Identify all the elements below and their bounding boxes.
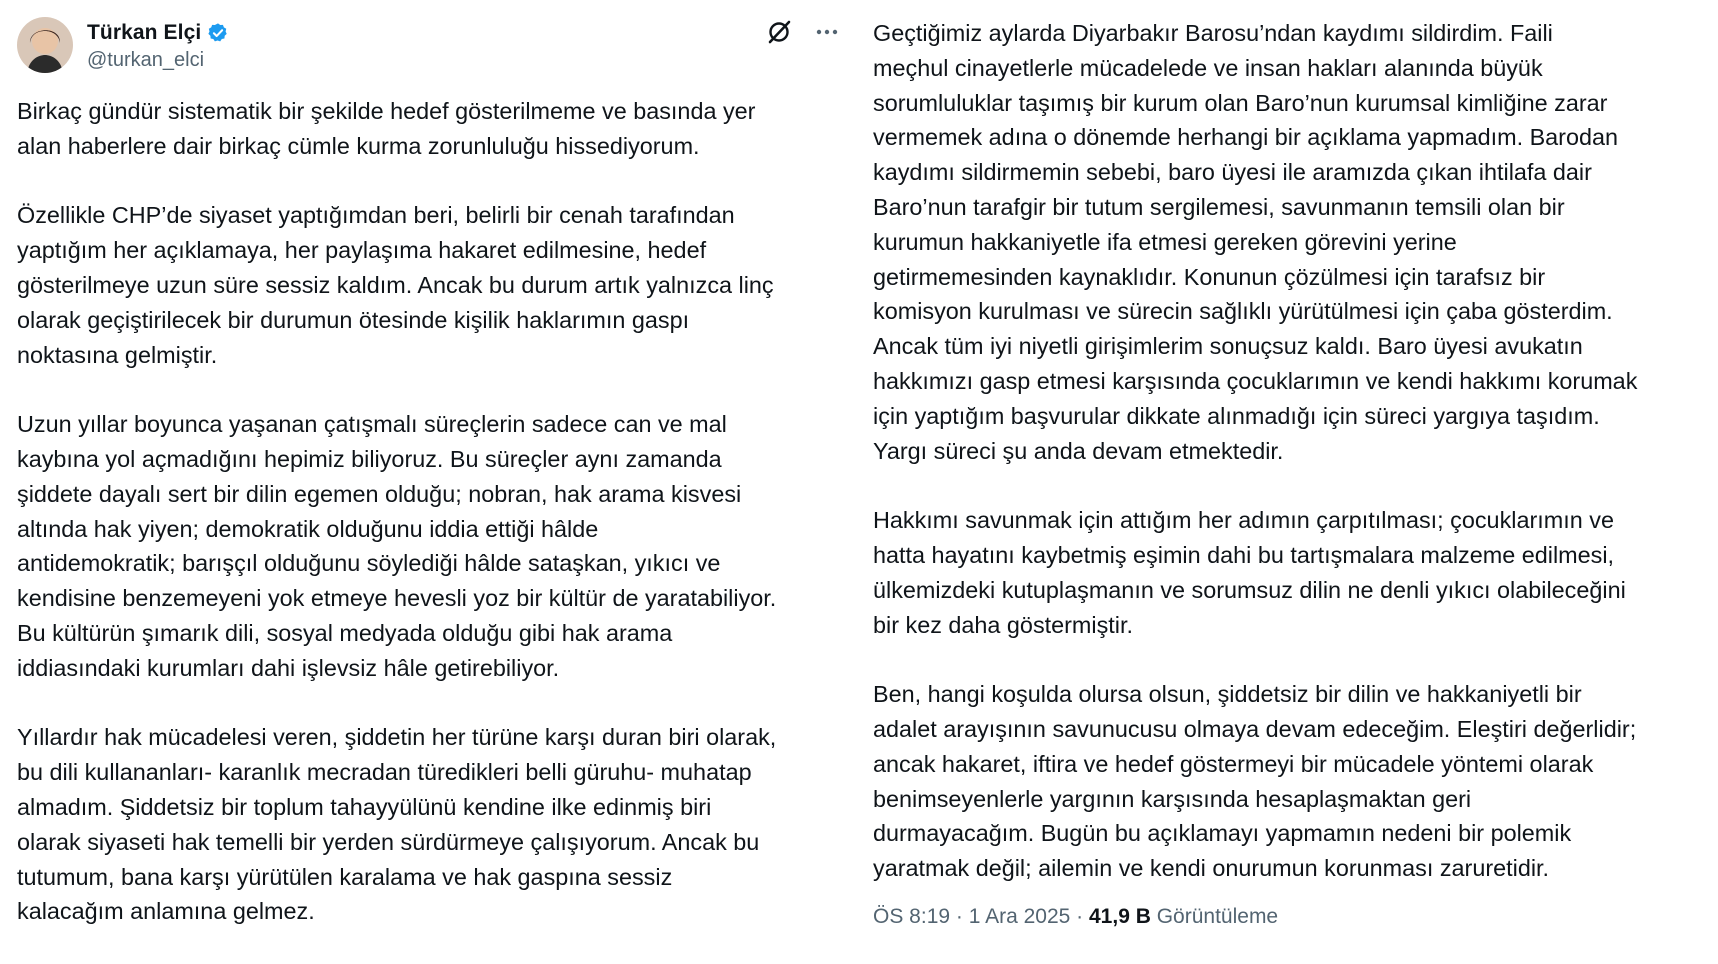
tweet-actions [764, 17, 842, 47]
paragraph: Yıllardır hak mücadelesi veren, şiddetin her türüne karşı duran biri olarak, bu dili kullananları- karanlık mecradan türedikleri belli güruhu- muhatap almadım. Şiddetsiz bir toplum tahayyülünü kendine ilke edinmiş biri olarak siyaseti hak temelli bir yerden sürdürmeye çalışıyorum. Ancak bu tutumum, bana karşı yürütülen karalama ve hak gaspına sessiz kalacağım anlamına gelmez. [17, 724, 777, 925]
author-name[interactable]: Türkan Elçi [87, 21, 202, 44]
avatar[interactable] [17, 17, 73, 73]
paragraph: Hakkımı savunmak için attığım her adımın çarpıtılması; çocuklarımın ve hatta hayatını kaybetmiş eşimin dahi bu tartışmalara malzeme edilmesi, ülkemizdeki kutuplaşmanın ve sorumsuz dilin ne denli yıkıcı olabileceğini bir kez daha göstermiştir. [873, 507, 1626, 638]
tweet-date[interactable]: 1 Ara 2025 [968, 905, 1071, 928]
views-label: Görüntüleme [1156, 905, 1279, 928]
name-row [87, 21, 229, 45]
meta-separator: · [1070, 905, 1089, 928]
tweet-time[interactable]: ÖS 8:19 [873, 905, 951, 928]
paragraph: Özellikle CHP’de siyaset yaptığımdan beri, belirli bir cenah tarafından yaptığım her açıklamaya, her paylaşıma hakaret edilmesine, hedef gösterilmeye uzun süre sessiz kaldım. Ancak bu durum artık yalnızca linç olarak geçiştirilecek bir durumun ötesinde kişilik haklarımın gaspı noktasına gelmiştir. [17, 202, 774, 368]
paragraph: Uzun yıllar boyunca yaşanan çatışmalı süreçlerin sadece can ve mal kaybına yol açmadığını hepimiz biliyoruz. Bu süreçler aynı zamanda şiddete dayalı sert bir dilin egemen olduğu; nobran, hak arama kisvesi altında hak yiyen; demokratik olduğunu iddia ettiği hâlde antidemokratik; barışçıl olduğunu söylediği hâlde sataşkan, yıkıcı ve kendisine benzemeyeni yok etmeye hevesli yoz bir kültür de yaratabiliyor. Bu kültürün şımarık dili, sosyal medyada olduğu gibi hak arama iddiasındaki kurumları dahi işlevsiz hâle getirebiliyor. [17, 411, 777, 681]
paragraph: Ben, hangi koşulda olursa olsun, şiddetsiz bir dilin ve hakkaniyetli bir adalet arayışının savunucusu olmaya devam edeceğim. Eleştiri değerlidir; ancak hakaret, iftira ve hedef göstermeyi bir mücadele yöntemi olarak benimseyenlerle yargının karşısında hesaplaşmaktan geri durmayacağım. Bugün bu açıklamayı yapmamın nedeni bir polemik yaratmak değil; ailemin ve kendi onurumun korunması zaruretidir. [873, 681, 1637, 882]
author-handle[interactable]: @turkan_elci [87, 49, 205, 71]
paragraph: Birkaç gündür sistematik bir şekilde hedef gösterilmeme ve basında yer alan haberlere dair birkaç cümle kurma zorunluluğu hissediyorum. [17, 98, 756, 159]
tweet-text-left [17, 94, 847, 964]
grok-icon[interactable] [764, 17, 794, 47]
tweet-text-right [873, 16, 1703, 921]
paragraph: Geçtiğimiz aylarda Diyarbakır Barosu’ndan kaydımı sildirdim. Faili meçhul cinayetlerle mücadelede ve insan hakları alanında büyük sorumluluklar taşımış bir kurum olan Baro’nun kurumsal kimliğine zarar vermemek adına o dönemde herhangi bir açıklama yapmadım. Barodan kaydımı sildirmemin sebebi, baro üyesi ile aramızda çıkan ihtilafa dair Baro’nun tarafgir bir tutum sergilemesi, savunmanın temsili olan bir kurumun hakkaniyetle ifa etmesi gereken görevini yerine getirmemesinden kaynaklıdır. Konunun çözülmesi için tarafsız bir komisyon kurulması ve sürecin sağlıklı yürütülmesi için çaba gösterdim. Ancak tüm iyi niyetli girişimlerim sonuçsuz kaldı. Baro üyesi avukatın hakkımızı gasp etmesi karşısında çocuklarımın ve kendi hakkımı korumak için yaptığım başvurular dikkate alınmadığı için süreci yargıya taşıdım. Yargı süreci şu anda devam etmektedir. [873, 20, 1638, 464]
more-options-icon[interactable] [812, 17, 842, 47]
meta-separator: · [950, 905, 969, 928]
verified-badge-icon[interactable] [207, 22, 229, 44]
tweet-header [17, 17, 842, 77]
tweet-meta [873, 905, 1278, 929]
view-count: 41,9 B [1089, 905, 1151, 928]
